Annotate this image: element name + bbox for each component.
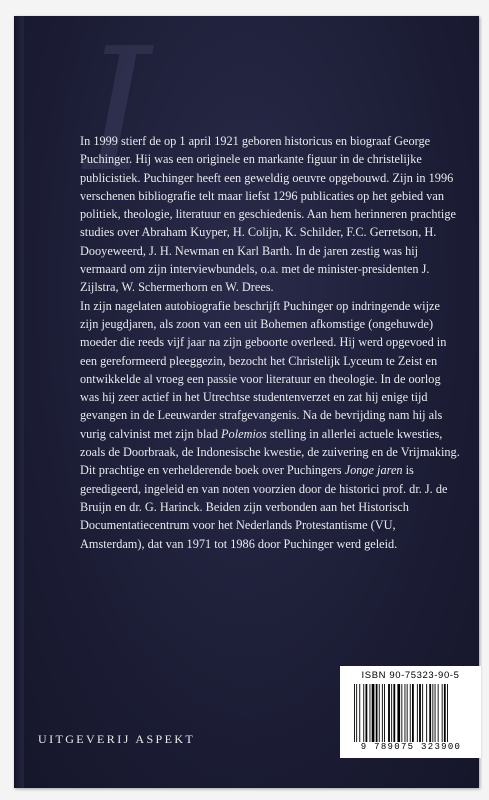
barcode-bar bbox=[401, 684, 402, 742]
blurb-paragraph-2: In zijn nagelaten autobiografie beschrijft Puchinger op indringende wijze zijn jeugdjaren, als zoon van een uit Bohemen afkomstige (ongehuwde) moeder die reeds vijf jaar na zijn geboorte overleed. Hij werd opgevoed in een gereformeerd pleeggezin, bezocht het Christelijk Lyceum te Zeist en ontwikkelde al vroeg een passie voor literatuur en theologie. In de oorlog was hij zeer actief in het Utrechtse studentenverzet en zat hij enige tijd gevangen in de Leeuwarder strafgevangenis. Na de bevrijding nam hij als vurig calvinist met zijn blad Polemios stelling in allerlei actuele kwesties, zoals de Doorbraak, de Indonesische kwestie, de zuivering en de Vrijmaking. bbox=[80, 298, 460, 460]
barcode-bar bbox=[419, 684, 421, 742]
barcode-bar bbox=[354, 684, 355, 742]
barcode-bar bbox=[359, 684, 360, 742]
blurb-paragraph-1: In 1999 stierf de op 1 april 1921 geboren historicus en biograaf George Puchinger. Hij was een originele en markante figuur in de christelijke publicistiek. Puchinger heeft een geweldig oeuvre opgebouwd. Zijn in 1996 verschenen bibliografie telt maar liefst 1296 publicaties op het gebied van politiek, theologie, literatuur en geschiedenis. Aan hem herinneren prachtige studies over Abraham Kuyper, H. Colijn, K. Schilder, F.C. Gerretson, H. Dooyeweerd, J. H. Newman en Karl Barth. In de jaren zestig was hij vermaard om zijn interviewbundels, o.a. met de minister-presidenten J. Zijlstra, W. Schermerhorn en W. Drees. bbox=[80, 134, 456, 295]
barcode-bar bbox=[429, 684, 431, 742]
barcode-bar bbox=[384, 684, 385, 742]
barcode-bars bbox=[354, 684, 470, 742]
cover-spine-edge bbox=[14, 16, 24, 788]
barcode-bar bbox=[426, 684, 427, 742]
barcode-label bbox=[340, 666, 481, 758]
barcode-bar bbox=[356, 684, 357, 742]
barcode-bar bbox=[391, 684, 392, 742]
barcode-bar bbox=[376, 684, 378, 742]
book-back-cover bbox=[14, 12, 479, 788]
barcode-bar bbox=[422, 684, 423, 742]
barcode-bar bbox=[438, 684, 439, 742]
barcode-bar bbox=[405, 684, 406, 742]
barcode-bar bbox=[435, 684, 436, 742]
barcode-bar bbox=[379, 684, 380, 742]
decorative-initial-letter: I bbox=[84, 12, 152, 210]
publisher-name: UITGEVERIJ ASPEKT bbox=[38, 732, 196, 746]
barcode-bar bbox=[442, 684, 443, 742]
blurb-text bbox=[80, 132, 460, 553]
barcode-bar bbox=[363, 684, 364, 742]
barcode-bar bbox=[432, 684, 433, 742]
barcode-bar bbox=[366, 684, 368, 742]
barcode-bar bbox=[447, 684, 448, 742]
barcode-bar bbox=[444, 684, 446, 742]
italic-title: Jonge jaren bbox=[344, 463, 403, 478]
barcode-bar bbox=[393, 684, 395, 742]
barcode-bar bbox=[397, 684, 400, 742]
italic-title: Polemios bbox=[221, 426, 267, 441]
barcode-bar bbox=[388, 684, 390, 742]
blurb-paragraph-3: Dit prachtige en verhelderende boek over Puchingers Jonge jaren is geredigeerd, ingeleid en van noten voorzien door de historici prof. dr. J. de Bruijn en dr. G. Harinck. Beiden zijn verbonden aan het Historisch Documentatiecentrum voor het Nederlands Protestantisme (VU, Amsterdam), dat van 1971 tot 1986 door Puchinger werd geleid. bbox=[80, 463, 448, 551]
barcode-bar bbox=[372, 684, 375, 742]
barcode-bar bbox=[370, 684, 371, 742]
barcode-number: 9 789075 323900 bbox=[360, 742, 462, 752]
barcode-bar bbox=[417, 684, 418, 742]
barcode-bar bbox=[407, 684, 408, 742]
isbn-text: ISBN 90-75323-90-5 bbox=[361, 670, 460, 681]
barcode-bar bbox=[382, 684, 383, 742]
barcode-bar bbox=[410, 684, 411, 742]
barcode-bar bbox=[412, 684, 414, 742]
